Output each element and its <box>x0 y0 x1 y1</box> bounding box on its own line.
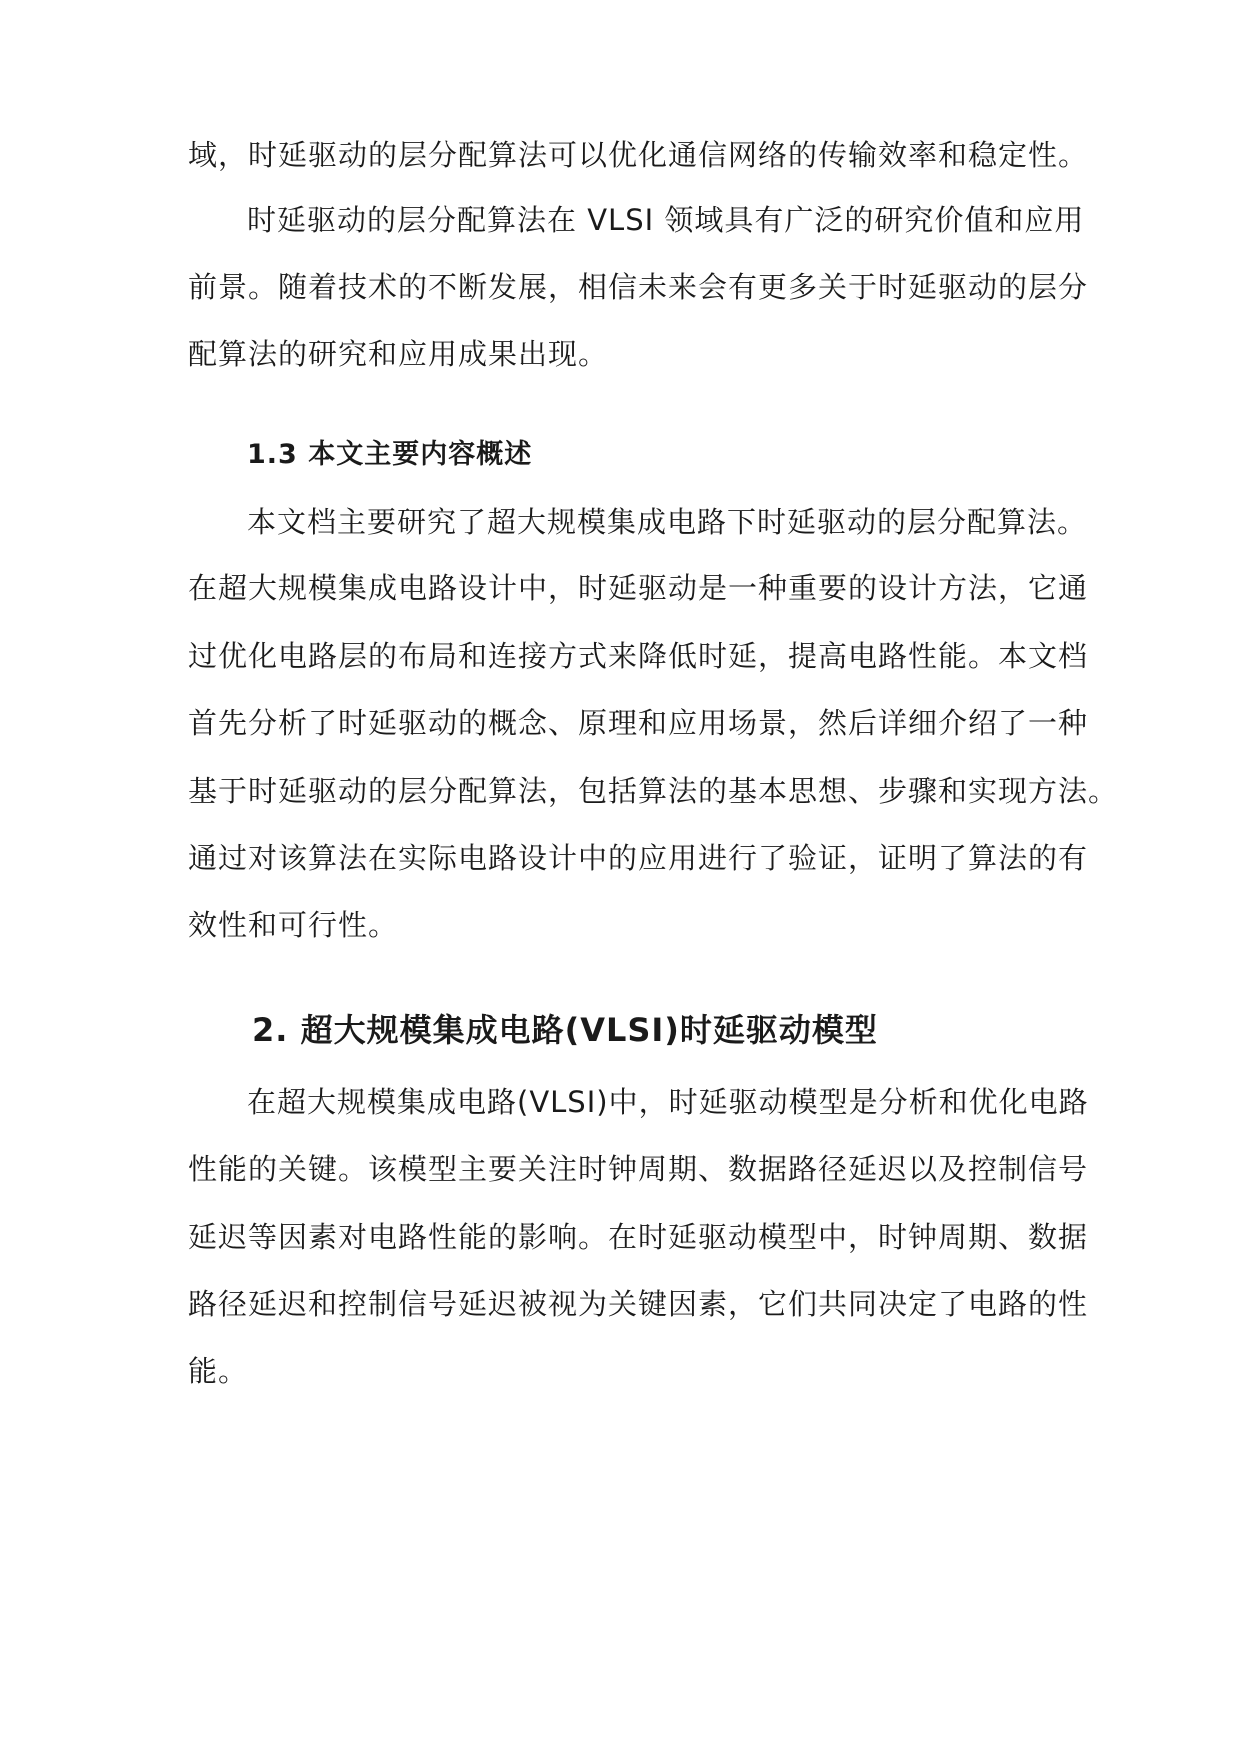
paragraph-line: 首先分析了时延驱动的概念、原理和应用场景，然后详细介绍了一种 <box>188 706 1089 740</box>
paragraph-line: 基于时延驱动的层分配算法，包括算法的基本思想、步骤和实现方法。 <box>188 774 1119 808</box>
paragraph-line: 域，时延驱动的层分配算法可以优化通信网络的传输效率和稳定性。 <box>188 138 1089 172</box>
paragraph-line: 延迟等因素对电路性能的影响。在时延驱动模型中，时钟周期、数据 <box>188 1220 1089 1254</box>
paragraph-line: 配算法的研究和应用成果出现。 <box>188 337 609 371</box>
paragraph-line: 性能的关键。该模型主要关注时钟周期、数据路径延迟以及控制信号 <box>188 1152 1089 1186</box>
paragraph-line: 在超大规模集成电路设计中，时延驱动是一种重要的设计方法，它通 <box>188 571 1089 605</box>
paragraph-line: 前景。随着技术的不断发展，相信未来会有更多关于时延驱动的层分 <box>188 270 1089 304</box>
paragraph-line: 能。 <box>188 1354 249 1388</box>
paragraph-line: 路径延迟和控制信号延迟被视为关键因素，它们共同决定了电路的性 <box>188 1287 1089 1321</box>
paragraph-line: 在超大规模集成电路(VLSI)中，时延驱动模型是分析和优化电路 <box>247 1085 1089 1119</box>
paragraph-line: 通过对该算法在实际电路设计中的应用进行了验证，证明了算法的有 <box>188 841 1089 875</box>
paragraph-line: 效性和可行性。 <box>188 908 399 942</box>
paragraph-line: 本文档主要研究了超大规模集成电路下时延驱动的层分配算法。 <box>247 505 1088 539</box>
paragraph-line: 过优化电路层的布局和连接方式来降低时延，提高电路性能。本文档 <box>188 639 1089 673</box>
section-heading-1-3: 1.3 本文主要内容概述 <box>247 439 533 470</box>
section-heading-2: 2. 超大规模集成电路(VLSI)时延驱动模型 <box>252 1011 878 1049</box>
paragraph-line: 时延驱动的层分配算法在 VLSI 领域具有广泛的研究价值和应用 <box>247 203 1085 237</box>
